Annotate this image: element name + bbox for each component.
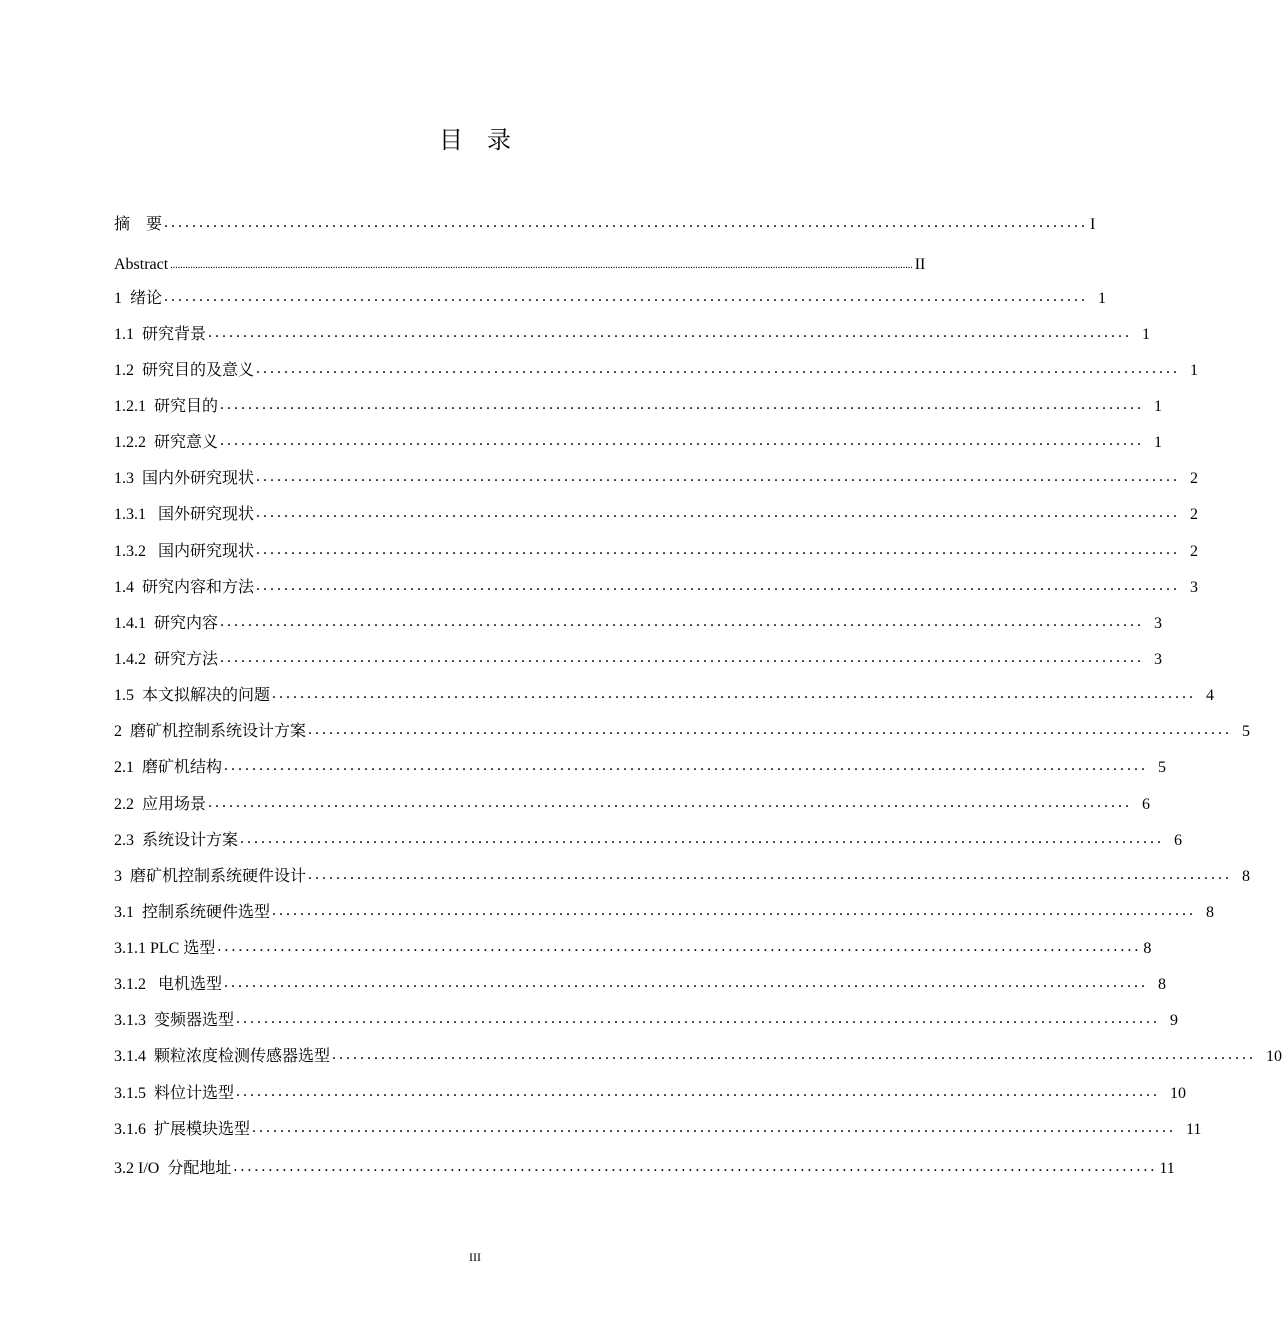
toc-entry-label: 2.2 应用场景 (114, 796, 207, 813)
toc-leader-dots: .................................................................................................................................... (164, 214, 1089, 231)
toc-entry-label: 1.3.1 国外研究现状 (114, 506, 255, 523)
toc-leader-dots: .................................................................................................................................... (224, 974, 1149, 991)
toc-entry-page: II (914, 256, 926, 273)
toc-entry-label: 1.4 研究内容和方法 (114, 579, 255, 596)
toc-entry-label: 1.3 国内外研究现状 (114, 470, 255, 487)
toc-entry-label: 3.1.5 料位计选型 (114, 1085, 235, 1102)
toc-entry[interactable] (114, 394, 1163, 420)
toc-entry-page: 8 (1206, 904, 1215, 921)
toc-entry[interactable] (114, 575, 1199, 601)
toc-leader-dots: .................................................................................................................................... (224, 757, 1149, 774)
toc-entry-page: 11 (1159, 1160, 1175, 1177)
toc-leader-dots: .................................................................................................................................... (256, 360, 1181, 377)
toc-entry-label: 1.4.1 研究内容 (114, 615, 219, 632)
toc-entry-page: 3 (1154, 615, 1163, 632)
toc-leader-dots: .................................................................................................................................... (308, 866, 1233, 883)
toc-leader-dots: .................................................................................................................................... (220, 613, 1145, 630)
toc-entry-page: I (1090, 216, 1096, 233)
toc-entry[interactable] (114, 539, 1199, 565)
toc-leader-dots: .................................................................................................................................... (208, 324, 1133, 341)
toc-entry[interactable] (114, 792, 1151, 818)
toc-leader-dots: .................................................................................................................................... (332, 1046, 1257, 1063)
toc-leader-dots: ......................................................................................................................................................................................................................................................................................................... (170, 260, 913, 271)
toc-entry-page: 8 (1143, 940, 1152, 957)
toc-entry[interactable] (114, 683, 1215, 709)
toc-entry[interactable] (114, 936, 1152, 962)
toc-leader-dots: .................................................................................................................................... (208, 794, 1133, 811)
toc-leader-dots: .................................................................................................................................... (233, 1158, 1158, 1175)
toc-leader-dots: .................................................................................................................................... (308, 721, 1233, 738)
toc-entry-page: 10 (1170, 1085, 1187, 1102)
toc-leader-dots: .................................................................................................................................... (220, 649, 1145, 666)
toc-entry-label: 3.1.1 PLC 选型 (114, 940, 216, 957)
toc-entry-label: 3 磨矿机控制系统硬件设计 (114, 868, 307, 885)
toc-entry-page: 4 (1206, 687, 1215, 704)
toc-entry-page: 8 (1242, 868, 1251, 885)
toc-entry[interactable] (114, 466, 1199, 492)
toc-entry-page: 3 (1154, 651, 1163, 668)
toc-entry-label: 1 绪论 (114, 290, 163, 307)
toc-entry-label: 3.1.6 扩展模块选型 (114, 1121, 251, 1138)
toc-entry-label: 2.1 磨矿机结构 (114, 759, 223, 776)
toc-entry[interactable] (114, 972, 1167, 998)
toc-entry-page: 10 (1266, 1048, 1282, 1065)
toc-entry-page: 2 (1190, 543, 1199, 560)
toc-entry-label: 3.1.2 电机选型 (114, 976, 223, 993)
toc-entry-page: 1 (1190, 362, 1199, 379)
toc-entry-page: 5 (1158, 759, 1167, 776)
toc-entry[interactable] (114, 286, 1107, 312)
toc-entry-page: 3 (1190, 579, 1199, 596)
toc-entry-page: 1 (1154, 398, 1163, 415)
toc-leader-dots: .................................................................................................................................... (256, 577, 1181, 594)
toc-leader-dots: .................................................................................................................................... (220, 396, 1145, 413)
toc-entry-page: 6 (1174, 832, 1183, 849)
toc-entry-page: 2 (1190, 506, 1199, 523)
toc-leader-dots: .................................................................................................................................... (236, 1010, 1161, 1027)
toc-entry-label: 1.5 本文拟解决的问题 (114, 687, 271, 704)
toc-entry-page: 1 (1098, 290, 1107, 307)
toc-leader-dots: .................................................................................................................................... (256, 504, 1181, 521)
toc-entry[interactable] (114, 647, 1163, 673)
toc-entry[interactable] (114, 1044, 1282, 1070)
toc-entry-label: 1.2 研究目的及意义 (114, 362, 255, 379)
toc-entry-label: 3.1 控制系统硬件选型 (114, 904, 271, 921)
toc-leader-dots: .................................................................................................................................... (272, 902, 1197, 919)
toc-entry[interactable] (114, 719, 1251, 745)
toc-entry-label: Abstract (114, 256, 169, 273)
toc-entry-label: 摘 要 (114, 216, 163, 233)
toc-leader-dots: .................................................................................................................................... (220, 432, 1145, 449)
toc-entry[interactable] (114, 252, 926, 278)
toc-entry[interactable] (114, 322, 1151, 348)
toc-entry-label: 1.2.1 研究目的 (114, 398, 219, 415)
toc-entry[interactable] (114, 1008, 1179, 1034)
toc-entry[interactable] (114, 1117, 1202, 1143)
toc-entry[interactable] (114, 611, 1163, 637)
page-number: III (469, 1250, 481, 1264)
toc-entry-label: 3.1.4 颗粒浓度检测传感器选型 (114, 1048, 331, 1065)
toc-entry[interactable] (114, 502, 1199, 528)
toc-entry-page: 2 (1190, 470, 1199, 487)
toc-entry-label: 3.1.3 变频器选型 (114, 1012, 235, 1029)
toc-entry[interactable] (114, 358, 1199, 384)
page-title: 目 录 (439, 126, 511, 154)
toc-entry-page: 5 (1242, 723, 1251, 740)
toc-leader-dots: .................................................................................................................................... (236, 1083, 1161, 1100)
toc-entry[interactable] (114, 755, 1167, 781)
toc-entry[interactable] (114, 1156, 1175, 1182)
toc-entry-page: 11 (1186, 1121, 1202, 1138)
toc-entry-label: 3.2 I/O 分配地址 (114, 1160, 232, 1177)
toc-leader-dots: .................................................................................................................................... (217, 938, 1142, 955)
toc-entry[interactable] (114, 900, 1215, 926)
toc-entry-page: 8 (1158, 976, 1167, 993)
toc-entry-page: 1 (1154, 434, 1163, 451)
toc-entry-label: 1.4.2 研究方法 (114, 651, 219, 668)
toc-leader-dots: .................................................................................................................................... (256, 541, 1181, 558)
toc-entry[interactable] (114, 828, 1183, 854)
toc-leader-dots: .................................................................................................................................... (164, 288, 1089, 305)
toc-entry-page: 6 (1142, 796, 1151, 813)
toc-leader-dots: .................................................................................................................................... (256, 468, 1181, 485)
toc-entry[interactable] (114, 1081, 1187, 1107)
toc-entry-label: 2.3 系统设计方案 (114, 832, 239, 849)
toc-entry-page: 9 (1170, 1012, 1179, 1029)
toc-leader-dots: .................................................................................................................................... (240, 830, 1165, 847)
toc-entry[interactable] (114, 212, 1096, 238)
toc-leader-dots: .................................................................................................................................... (272, 685, 1197, 702)
toc-entry-label: 2 磨矿机控制系统设计方案 (114, 723, 307, 740)
toc-entry-label: 1.2.2 研究意义 (114, 434, 219, 451)
toc-entry-label: 1.3.2 国内研究现状 (114, 543, 255, 560)
toc-leader-dots: .................................................................................................................................... (252, 1119, 1177, 1136)
toc-entry-page: 1 (1142, 326, 1151, 343)
toc-entry[interactable] (114, 864, 1251, 890)
toc-entry-label: 1.1 研究背景 (114, 326, 207, 343)
toc-entry[interactable] (114, 430, 1163, 456)
